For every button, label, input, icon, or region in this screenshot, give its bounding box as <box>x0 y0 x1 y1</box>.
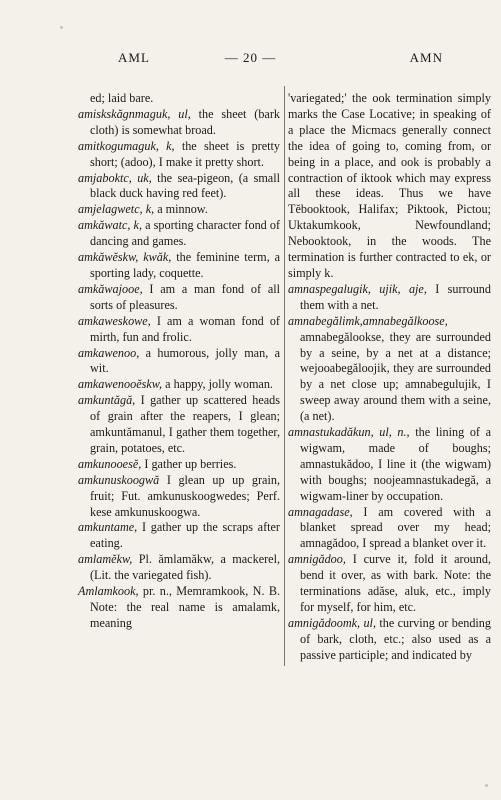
entry-headword: amnaspegalugik, ujik, aje, <box>288 281 427 296</box>
entry-definition: I curve it, fold it around, bend it over, as with bark. Note: the terminations adăse, aluk, etc., imply for myself, for him, etc. <box>300 552 491 614</box>
entry-headword: amkunuskoogwă <box>78 472 160 487</box>
entry-definition: the sheet (bark cloth) is somewhat broad. <box>90 106 280 137</box>
entry-definition: the sheet is pretty short; (adoo), I make it pretty short. <box>90 138 280 169</box>
entry-definition: a humorous, jolly man, a wit. <box>90 345 280 376</box>
entry-headword: amlamĕkw, <box>78 552 133 567</box>
dictionary-entry <box>288 505 491 553</box>
dictionary-entry <box>78 457 280 473</box>
entry-headword: amjelagwetc, k, <box>78 202 155 217</box>
entry-headword: amkunooesĕ, <box>78 456 142 471</box>
entry-definition: the feminine term, a sporting lady, coquette. <box>90 250 280 280</box>
entry-headword: amkăwatc, k, <box>78 218 143 233</box>
left-column <box>78 91 280 632</box>
dictionary-entry <box>78 314 280 346</box>
entry-headword: amnagadase, <box>288 504 353 519</box>
entry-definition: ed; laid bare. <box>90 91 154 105</box>
entry-definition: a sporting character fond of dancing and games. <box>90 218 281 249</box>
entry-definition: I gather up scattered heads of grain after the reapers, I glean; amkuntămanul, I gather them together, grain, potatoes, etc. <box>90 393 280 455</box>
header-right-guide-word: AMN <box>409 50 443 65</box>
paper-speck <box>485 784 488 787</box>
dictionary-entry <box>288 552 491 616</box>
entry-headword: amjaboktc, uk, <box>78 170 152 185</box>
dictionary-entry <box>288 282 491 314</box>
right-column <box>288 91 491 664</box>
entry-definition: a happy, jolly woman. <box>162 377 273 392</box>
entry-definition: 'variegated;' the ook termination simply marks the Case Locative; in speaking of a place the Micmacs generally connect the idea of going to, coming from, or being in a place, and ook is probably a contraction of iktook which may express all these ideas. Thus we have Tĕbooktook, Halifax; Piktook, Pictou; Uktakumkook, Newfoundland; Nebooktook, in the woods. The termination is further contracted to ek, or simply k. <box>288 91 491 280</box>
dictionary-entry <box>78 218 280 250</box>
dictionary-entry <box>78 520 280 552</box>
dictionary-entry <box>78 346 280 378</box>
dictionary-entry <box>78 377 280 393</box>
entry-headword: amkaweskowe, <box>78 313 151 328</box>
entry-definition: I glean up up grain, fruit; Fut. amkunuskoogwedes; Perf. kese amkunuskoogwa. <box>90 472 280 519</box>
entry-headword: amnigădoo, <box>288 552 346 567</box>
dictionary-entry <box>78 282 280 314</box>
running-header <box>0 50 501 68</box>
entry-headword: amnastukadăkun, ul, n., <box>288 425 410 440</box>
entry-headword: Amlamkook, <box>78 584 139 599</box>
entry-definition: the lining of a wigwam, made of boughs; amnastukădoo, I line it (the wigwam) with boughs; noojeamnastukadegă, a wigwam-liner by occupation. <box>300 425 491 503</box>
entry-definition: amnabegălookse, they are surrounded by a seine, by a net at a distance; wejooabegăloojik, they are surrounded by a net close up; amnabegulujik, I sweep away around them with a seine, (a net). <box>300 329 491 424</box>
entry-headword: amkawenoo, <box>78 345 140 360</box>
entry-definition: I am a woman fond of mirth, fun and frolic. <box>90 313 280 344</box>
entry-headword: amiskskăgnmaguk, ul, <box>78 106 191 121</box>
paper-speck <box>60 26 63 29</box>
entry-definition: I am a man fond of all sorts of pleasures. <box>90 281 280 312</box>
entry-headword: amkawenooĕskw, <box>78 377 163 392</box>
dictionary-entry <box>78 473 280 521</box>
dictionary-entry <box>288 425 491 505</box>
entry-definition: I gather up berries. <box>141 456 237 471</box>
entry-definition: a minnow. <box>154 202 208 217</box>
dictionary-entry <box>78 584 280 632</box>
entry-definition: pr. n., Memramkook, N. B. Note: the real name is amalamk, meaning <box>90 584 280 630</box>
entry-headword: amkăwĕskw, kwăk, <box>78 250 172 265</box>
entry-definition: the sea-pigeon, (a small black duck having red feet). <box>90 170 280 201</box>
dictionary-entry <box>78 139 280 171</box>
entry-headword: amkăwajooe, <box>78 281 143 296</box>
dictionary-entry <box>288 91 491 282</box>
entry-headword: amnabegălimk,amnabegălkoose, <box>288 313 448 328</box>
entry-definition: Pl. ămlamăkw, a mackerel, (Lit. the variegated fish). <box>90 552 280 583</box>
dictionary-entry <box>78 107 280 139</box>
dictionary-entry <box>78 393 280 457</box>
dictionary-entry <box>288 616 491 664</box>
entry-headword: amitkogumaguk, k, <box>78 138 175 153</box>
header-left-guide-word: AML <box>118 50 150 65</box>
dictionary-entry <box>78 171 280 203</box>
entry-definition: I gather up the scraps after eating. <box>90 520 280 551</box>
entry-headword: amkuntame, <box>78 520 138 535</box>
entry-definition: I am covered with a blanket spread over my head; amnagădoo, I spread a blanket over it. <box>300 504 491 551</box>
entry-definition: I surround them with a net. <box>300 281 491 312</box>
dictionary-entry <box>78 202 280 218</box>
dictionary-entry <box>78 552 280 584</box>
dictionary-entry <box>288 314 491 425</box>
entry-headword: amkuntăgă, <box>78 393 136 408</box>
entry-definition: the curving or bending of bark, cloth, etc.; also used as a passive participle; and indicated by <box>300 615 491 662</box>
entry-headword: amnigădoomk, ul, <box>288 615 376 630</box>
dictionary-entry <box>78 91 280 107</box>
page-number: — 20 — <box>224 50 277 65</box>
column-divider <box>284 86 285 666</box>
dictionary-entry <box>78 250 280 282</box>
